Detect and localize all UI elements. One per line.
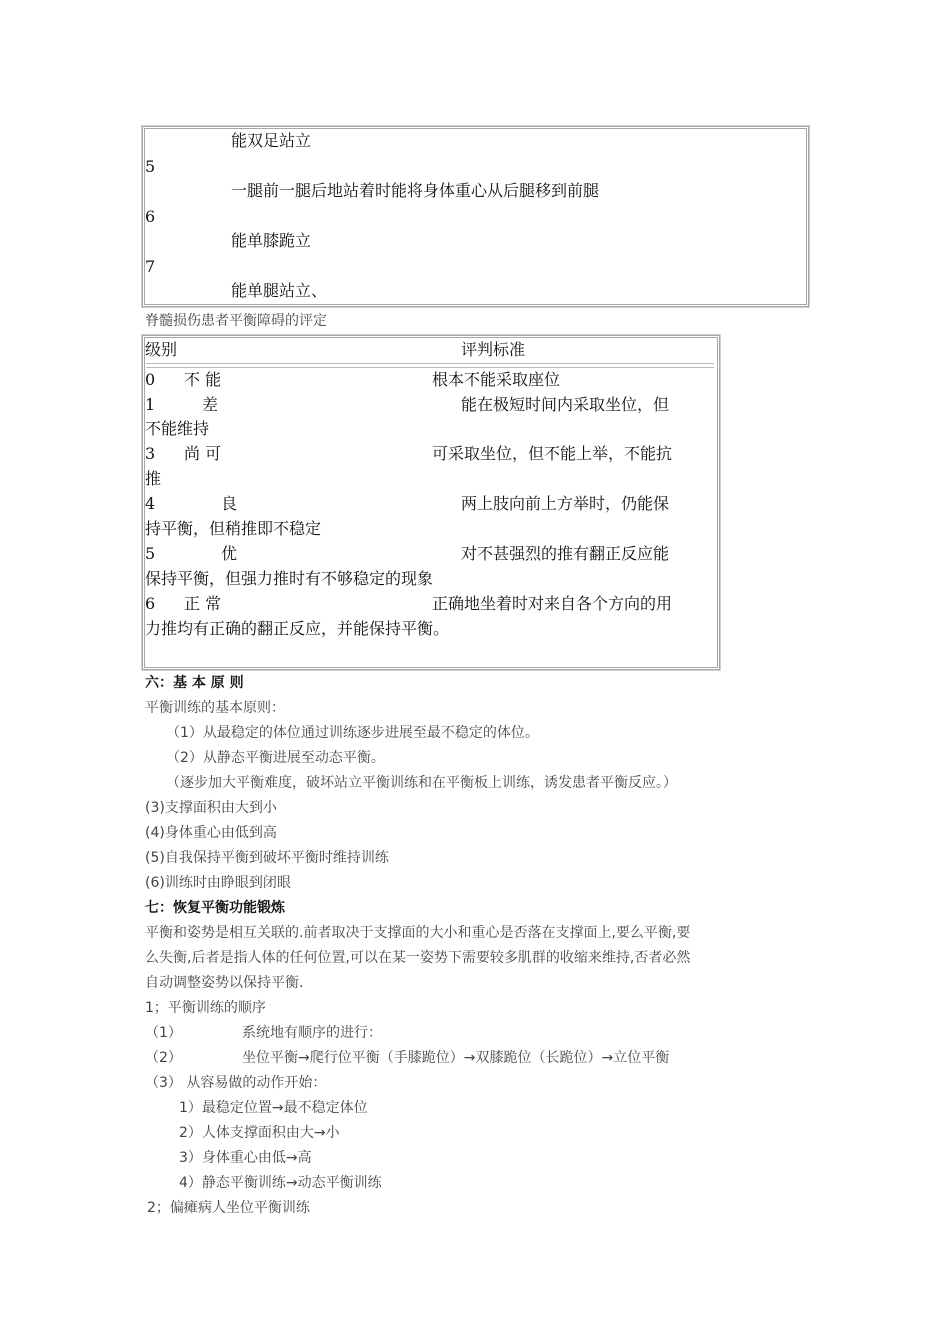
principle-item: （1）从最稳定的体位通过训练逐步进展至最不稳定的体位。 [166, 725, 539, 741]
table2-row-grade: 正 常 [184, 594, 222, 613]
table2-row-num: 0 [145, 370, 156, 389]
table1-row-num: 7 [145, 257, 156, 276]
section6-title: 六：基 本 原 则 [145, 675, 244, 691]
table2-row-grade: 优 [221, 544, 238, 563]
principle-note: （逐步加大平衡难度，破坏站立平衡训练和在平衡板上训练，诱发患者平衡反应。） [166, 775, 677, 791]
step-text: 坐位平衡→爬行位平衡（手膝跪位）→双膝跪位（长跪位）→立位平衡 [242, 1050, 670, 1066]
table2-row-grade: 良 [221, 494, 238, 513]
table2-row-grade: 不 能 [184, 370, 222, 389]
table1-row-num: 5 [145, 157, 156, 176]
sub-item: 4）静态平衡训练→动态平衡训练 [179, 1175, 382, 1191]
sub-item: 2）人体支撑面积由大→小 [179, 1125, 340, 1141]
section7-paragraph-line: 自动调整姿势以保持平衡. [145, 975, 304, 991]
step-text: 系统地有顺序的进行： [242, 1025, 382, 1041]
table2-row-criteria: 对不甚强烈的推有翻正反应能 [461, 544, 670, 563]
table2-row-criteria: 能在极短时间内采取坐位，但 [461, 395, 670, 414]
table1-row-text: 能单膝跪立 [231, 231, 312, 250]
principle-item: (6)训练时由睁眼到闭眼 [145, 875, 291, 891]
sub-item: 1）最稳定位置→最不稳定体位 [179, 1100, 368, 1116]
table1-row-text: 能单腿站立、 [231, 281, 328, 300]
section7-paragraph-line: 平衡和姿势是相互关联的.前者取决于支撑面的大小和重心是否落在支撑面上,要么平衡,要 [145, 925, 691, 941]
table2-row-criteria-cont: 力推均有正确的翻正反应，并能保持平衡。 [145, 619, 450, 638]
table2-header-criteria: 评判标准 [461, 340, 526, 359]
table2-row-num: 6 [145, 594, 156, 613]
principle-item: （2）从静态平衡进展至动态平衡。 [166, 750, 385, 766]
principle-item: (5)自我保持平衡到破坏平衡时维持训练 [145, 850, 389, 866]
table2-row-criteria: 正确地坐着时对来自各个方向的用 [432, 594, 673, 613]
balance-table-continued [142, 126, 809, 307]
section6-intro: 平衡训练的基本原则： [145, 700, 285, 716]
table2-row-criteria: 根本不能采取座位 [432, 370, 561, 389]
section7-paragraph-line: 么失衡,后者是指人体的任何位置,可以在某一姿势下需要较多肌群的收缩来维持,否者必然 [145, 950, 691, 966]
table1-row-num: 6 [145, 207, 156, 226]
principle-item: (3)支撑面积由大到小 [145, 800, 277, 816]
table2-header-divider [146, 363, 714, 368]
table2-row-num: 5 [145, 544, 156, 563]
section7-subheading: 1；平衡训练的顺序 [145, 1000, 266, 1016]
table2-row-grade: 差 [202, 395, 219, 414]
table2-row-criteria: 可采取坐位，但不能上举，不能抗 [432, 444, 673, 463]
section7-title: 七：恢复平衡功能锻炼 [145, 900, 285, 916]
table2-row-num: 3 [145, 444, 156, 463]
table2-row-criteria-cont: 不能维持 [145, 419, 210, 438]
table2-caption: 脊髓损伤患者平衡障碍的评定 [145, 313, 327, 329]
table2-row-criteria: 两上肢向前上方举时，仍能保 [461, 494, 670, 513]
table2-header-grade: 级别 [145, 340, 178, 359]
principle-item: (4)身体重心由低到高 [145, 825, 277, 841]
table2-row-num: 4 [145, 494, 156, 513]
step-label: （2） [145, 1050, 182, 1066]
table2-row-grade: 尚 可 [184, 444, 222, 463]
table2-row-num: 1 [145, 395, 156, 414]
step-label: （3） 从容易做的动作开始： [145, 1075, 327, 1091]
table2-row-criteria-cont: 持平衡，但稍推即不稳定 [145, 519, 322, 538]
table2-row-criteria-cont: 保持平衡，但强力推时有不够稳定的现象 [145, 569, 434, 588]
table1-row-text: 能双足站立 [231, 131, 312, 150]
section7-subheading: 2；偏瘫病人坐位平衡训练 [147, 1200, 310, 1216]
table1-row-text: 一腿前一腿后地站着时能将身体重心从后腿移到前腿 [231, 181, 600, 200]
step-label: （1） [145, 1025, 182, 1041]
table2-row-criteria-cont: 推 [145, 469, 162, 488]
sub-item: 3）身体重心由低→高 [179, 1150, 312, 1166]
